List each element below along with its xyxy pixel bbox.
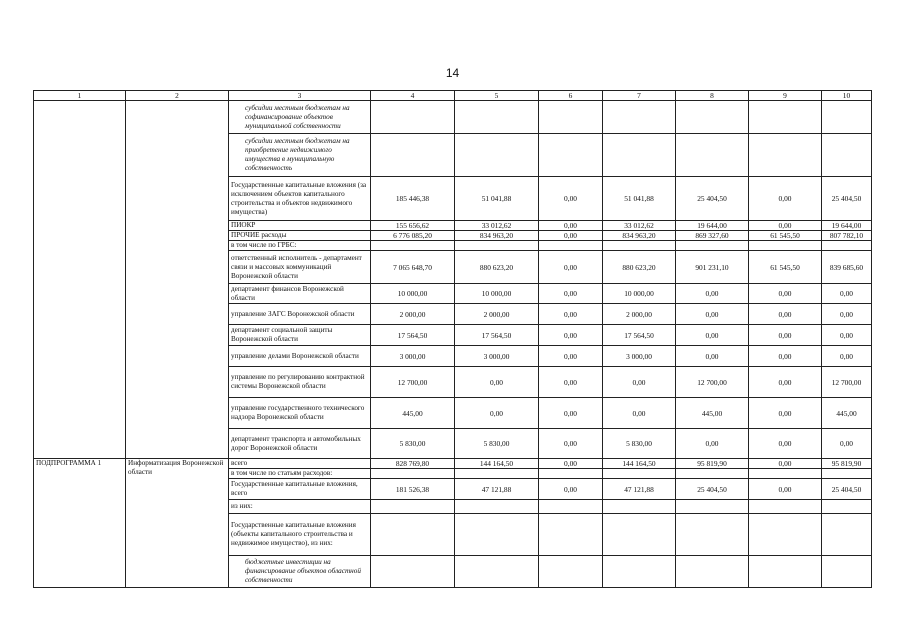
- value-cell: 19 644,00: [822, 221, 872, 231]
- value-cell: 0,00: [749, 479, 822, 500]
- row-label: всего: [229, 459, 371, 469]
- value-cell: [539, 241, 603, 251]
- value-cell: [539, 469, 603, 479]
- value-cell: 5 830,00: [371, 429, 455, 459]
- page-number: 14: [445, 66, 460, 80]
- value-cell: 445,00: [676, 398, 749, 429]
- row-label: департамент финансов Воронежской области: [229, 284, 371, 304]
- value-cell: [539, 500, 603, 514]
- value-cell: 2 000,00: [603, 304, 676, 325]
- value-cell: 10 000,00: [371, 284, 455, 304]
- value-cell: 834 963,20: [455, 231, 539, 241]
- value-cell: 0,00: [749, 177, 822, 221]
- value-cell: 445,00: [822, 398, 872, 429]
- value-cell: [822, 556, 872, 588]
- value-cell: 445,00: [371, 398, 455, 429]
- value-cell: 5 830,00: [455, 429, 539, 459]
- value-cell: 0,00: [676, 325, 749, 346]
- value-cell: [749, 556, 822, 588]
- value-cell: 25 404,50: [822, 177, 872, 221]
- value-cell: [822, 241, 872, 251]
- value-cell: 0,00: [539, 429, 603, 459]
- column-header: 2: [126, 91, 229, 101]
- value-cell: [371, 514, 455, 556]
- value-cell: 2 000,00: [371, 304, 455, 325]
- value-cell: [455, 469, 539, 479]
- column-header: 10: [822, 91, 872, 101]
- value-cell: [371, 241, 455, 251]
- value-cell: [676, 134, 749, 177]
- value-cell: 828 769,80: [371, 459, 455, 469]
- empty-col-2: [126, 101, 229, 459]
- value-cell: 0,00: [749, 429, 822, 459]
- value-cell: [603, 469, 676, 479]
- value-cell: [749, 514, 822, 556]
- row-label: Государственные капитальные вложения, всего: [229, 479, 371, 500]
- column-header: 1: [34, 91, 126, 101]
- value-cell: 0,00: [749, 221, 822, 231]
- value-cell: 0,00: [539, 325, 603, 346]
- value-cell: 0,00: [749, 346, 822, 367]
- value-cell: [676, 469, 749, 479]
- value-cell: 95 819,90: [676, 459, 749, 469]
- value-cell: 0,00: [603, 367, 676, 398]
- subprogram-code: ПОДПРОГРАММА 1: [34, 459, 126, 588]
- row-label: ПИОКР: [229, 221, 371, 231]
- value-cell: 0,00: [822, 346, 872, 367]
- value-cell: [822, 514, 872, 556]
- value-cell: 33 012,62: [603, 221, 676, 231]
- value-cell: 0,00: [455, 367, 539, 398]
- value-cell: 144 164,50: [603, 459, 676, 469]
- value-cell: [455, 101, 539, 134]
- value-cell: 0,00: [749, 325, 822, 346]
- value-cell: 3 000,00: [455, 346, 539, 367]
- value-cell: 0,00: [539, 177, 603, 221]
- row-label: Государственные капитальные вложения (за исключением объектов капитального строительства и объектов недвижимого имущества): [229, 177, 371, 221]
- row-label: субсидии местным бюджетам на приобретение недвижимого имущества в муниципальную собственность: [229, 134, 371, 177]
- value-cell: 12 700,00: [371, 367, 455, 398]
- value-cell: 0,00: [539, 251, 603, 284]
- value-cell: 0,00: [539, 479, 603, 500]
- value-cell: [539, 134, 603, 177]
- value-cell: 2 000,00: [455, 304, 539, 325]
- row-label: субсидии местным бюджетам на софинансирование объектов муниципальной собственности: [229, 101, 371, 134]
- value-cell: [676, 241, 749, 251]
- value-cell: 12 700,00: [822, 367, 872, 398]
- value-cell: 5 830,00: [603, 429, 676, 459]
- value-cell: 0,00: [822, 429, 872, 459]
- value-cell: [676, 514, 749, 556]
- row-label: из них:: [229, 500, 371, 514]
- row-label: в том числе по статьям расходов:: [229, 469, 371, 479]
- value-cell: 19 644,00: [676, 221, 749, 231]
- column-header: 4: [371, 91, 455, 101]
- value-cell: 10 000,00: [603, 284, 676, 304]
- value-cell: 0,00: [539, 459, 603, 469]
- value-cell: 0,00: [676, 304, 749, 325]
- budget-table: [33, 90, 872, 588]
- value-cell: 51 041,88: [603, 177, 676, 221]
- value-cell: 0,00: [749, 367, 822, 398]
- value-cell: [603, 241, 676, 251]
- value-cell: [603, 556, 676, 588]
- value-cell: 25 404,50: [676, 177, 749, 221]
- value-cell: [749, 500, 822, 514]
- value-cell: [822, 500, 872, 514]
- value-cell: 155 656,62: [371, 221, 455, 231]
- row-label: бюджетные инвестиции на финансирование объектов областной собственности: [229, 556, 371, 588]
- value-cell: 0,00: [539, 367, 603, 398]
- value-cell: [539, 514, 603, 556]
- value-cell: 25 404,50: [822, 479, 872, 500]
- value-cell: 7 065 648,70: [371, 251, 455, 284]
- value-cell: 0,00: [539, 284, 603, 304]
- value-cell: 0,00: [822, 304, 872, 325]
- value-cell: 0,00: [539, 304, 603, 325]
- row-label: ПРОЧИЕ расходы: [229, 231, 371, 241]
- value-cell: 95 819,90: [822, 459, 872, 469]
- value-cell: [371, 469, 455, 479]
- value-cell: [749, 101, 822, 134]
- row-label: Государственные капитальные вложения (объекты капитального строительства и недвижимое имущество), из них:: [229, 514, 371, 556]
- value-cell: [371, 134, 455, 177]
- value-cell: [455, 556, 539, 588]
- value-cell: 0,00: [676, 346, 749, 367]
- column-header: 9: [749, 91, 822, 101]
- row-label: управление по регулированию контрактной системы Воронежской области: [229, 367, 371, 398]
- value-cell: 0,00: [749, 398, 822, 429]
- value-cell: 6 776 085,20: [371, 231, 455, 241]
- subprogram-name: Информатизация Воронежской области: [126, 459, 229, 588]
- value-cell: 17 564,50: [371, 325, 455, 346]
- value-cell: [822, 469, 872, 479]
- value-cell: 869 327,60: [676, 231, 749, 241]
- value-cell: 144 164,50: [455, 459, 539, 469]
- value-cell: [822, 101, 872, 134]
- value-cell: 61 545,50: [749, 251, 822, 284]
- value-cell: 0,00: [822, 284, 872, 304]
- value-cell: [749, 241, 822, 251]
- value-cell: 0,00: [539, 231, 603, 241]
- empty-col-1: [34, 101, 126, 459]
- value-cell: 12 700,00: [676, 367, 749, 398]
- value-cell: 0,00: [539, 398, 603, 429]
- row-label: департамент социальной защиты Воронежской области: [229, 325, 371, 346]
- value-cell: [822, 134, 872, 177]
- value-cell: [371, 500, 455, 514]
- value-cell: [539, 101, 603, 134]
- value-cell: 901 231,10: [676, 251, 749, 284]
- value-cell: 834 963,20: [603, 231, 676, 241]
- value-cell: 0,00: [676, 284, 749, 304]
- value-cell: 0,00: [676, 429, 749, 459]
- value-cell: [749, 134, 822, 177]
- value-cell: 47 121,88: [455, 479, 539, 500]
- column-header: 5: [455, 91, 539, 101]
- value-cell: 181 526,38: [371, 479, 455, 500]
- table-row: [34, 459, 872, 469]
- value-cell: 17 564,50: [603, 325, 676, 346]
- table-row: [34, 101, 872, 134]
- value-cell: 47 121,88: [603, 479, 676, 500]
- value-cell: [603, 514, 676, 556]
- value-cell: 0,00: [749, 304, 822, 325]
- value-cell: [749, 469, 822, 479]
- column-header: 3: [229, 91, 371, 101]
- header-row: [34, 91, 872, 101]
- value-cell: [455, 134, 539, 177]
- value-cell: 51 041,88: [455, 177, 539, 221]
- column-header: 6: [539, 91, 603, 101]
- row-label: управление государственного технического надзора Воронежской области: [229, 398, 371, 429]
- value-cell: [455, 241, 539, 251]
- value-cell: 185 446,38: [371, 177, 455, 221]
- value-cell: [676, 556, 749, 588]
- value-cell: [603, 500, 676, 514]
- value-cell: 807 782,10: [822, 231, 872, 241]
- value-cell: 3 000,00: [603, 346, 676, 367]
- value-cell: 25 404,50: [676, 479, 749, 500]
- value-cell: [539, 556, 603, 588]
- value-cell: 0,00: [749, 459, 822, 469]
- row-label: управление ЗАГС Воронежской области: [229, 304, 371, 325]
- value-cell: 880 623,20: [455, 251, 539, 284]
- row-label: ответственный исполнитель - департамент связи и массовых коммуникаций Воронежской области: [229, 251, 371, 284]
- row-label: в том числе по ГРБС:: [229, 241, 371, 251]
- value-cell: 0,00: [539, 221, 603, 231]
- row-label: департамент транспорта и автомобильных дорог Воронежской области: [229, 429, 371, 459]
- value-cell: [455, 514, 539, 556]
- column-header: 7: [603, 91, 676, 101]
- value-cell: 0,00: [603, 398, 676, 429]
- value-cell: [676, 101, 749, 134]
- value-cell: 3 000,00: [371, 346, 455, 367]
- value-cell: 0,00: [822, 325, 872, 346]
- value-cell: [603, 101, 676, 134]
- value-cell: [371, 556, 455, 588]
- value-cell: [455, 500, 539, 514]
- row-label: управление делами Воронежской области: [229, 346, 371, 367]
- value-cell: 0,00: [749, 284, 822, 304]
- column-header: 8: [676, 91, 749, 101]
- value-cell: 839 685,60: [822, 251, 872, 284]
- value-cell: 33 012,62: [455, 221, 539, 231]
- value-cell: 880 623,20: [603, 251, 676, 284]
- value-cell: 0,00: [539, 346, 603, 367]
- value-cell: [603, 134, 676, 177]
- value-cell: 17 564,50: [455, 325, 539, 346]
- value-cell: [371, 101, 455, 134]
- value-cell: 10 000,00: [455, 284, 539, 304]
- value-cell: [676, 500, 749, 514]
- value-cell: 0,00: [455, 398, 539, 429]
- value-cell: 61 545,50: [749, 231, 822, 241]
